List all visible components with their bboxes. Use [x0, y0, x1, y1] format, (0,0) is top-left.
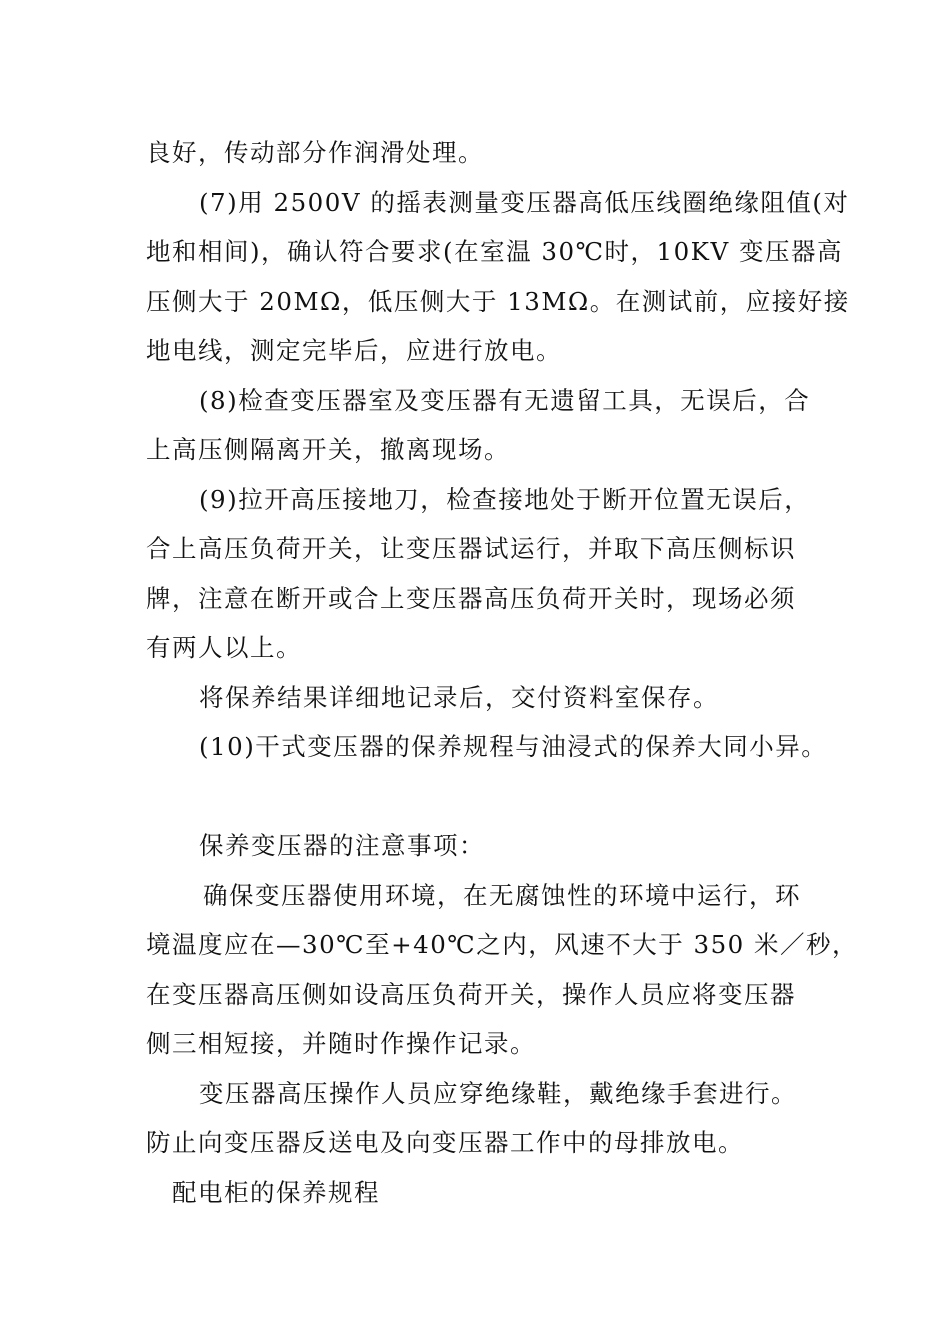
- text-line: 变压器高压操作人员应穿绝缘鞋，戴绝缘手套进行。: [199, 1079, 797, 1108]
- text-line: 地电线，测定完毕后，应进行放电。: [146, 336, 562, 365]
- text-line: 合上高压负荷开关，让变压器试运行，并取下高压侧标识: [146, 534, 796, 563]
- section-heading: 保养变压器的注意事项：: [199, 831, 485, 860]
- text-line: (10)干式变压器的保养规程与油浸式的保养大同小异。: [199, 732, 828, 761]
- text-line: 良好，传动部分作润滑处理。: [146, 138, 484, 167]
- text-line: 牌，注意在断开或合上变压器高压负荷开关时，现场必须: [146, 584, 796, 613]
- text-line: (8)检查变压器室及变压器有无遗留工具，无误后，合: [199, 386, 811, 415]
- text-line: 侧三相短接，并随时作操作记录。: [146, 1029, 536, 1058]
- section-heading: 配电柜的保养规程: [172, 1178, 380, 1207]
- text-line: 确保变压器使用环境，在无腐蚀性的环境中运行，环: [203, 881, 801, 910]
- text-line: (7)用 2500V 的摇表测量变压器高低压线圈绝缘阻值(对: [199, 188, 850, 217]
- text-line: 防止向变压器反送电及向变压器工作中的母排放电。: [146, 1128, 744, 1157]
- text-line: 有两人以上。: [146, 633, 302, 662]
- text-line: (9)拉开高压接地刀，检查接地处于断开位置无误后，: [199, 485, 811, 514]
- text-line: 压侧大于 20MΩ，低压侧大于 13MΩ。在测试前，应接好接: [146, 287, 850, 316]
- text-line: 地和相间)，确认符合要求(在室温 30℃时，10KV 变压器高: [146, 237, 843, 266]
- text-line: 上高压侧隔离开关，撤离现场。: [146, 435, 510, 464]
- text-line: 将保养结果详细地记录后，交付资料室保存。: [199, 683, 719, 712]
- text-line: 在变压器高压侧如设高压负荷开关，操作人员应将变压器: [146, 980, 796, 1009]
- text-line: 境温度应在—30℃至+40℃之内，风速不大于 350 米／秒，: [146, 930, 859, 959]
